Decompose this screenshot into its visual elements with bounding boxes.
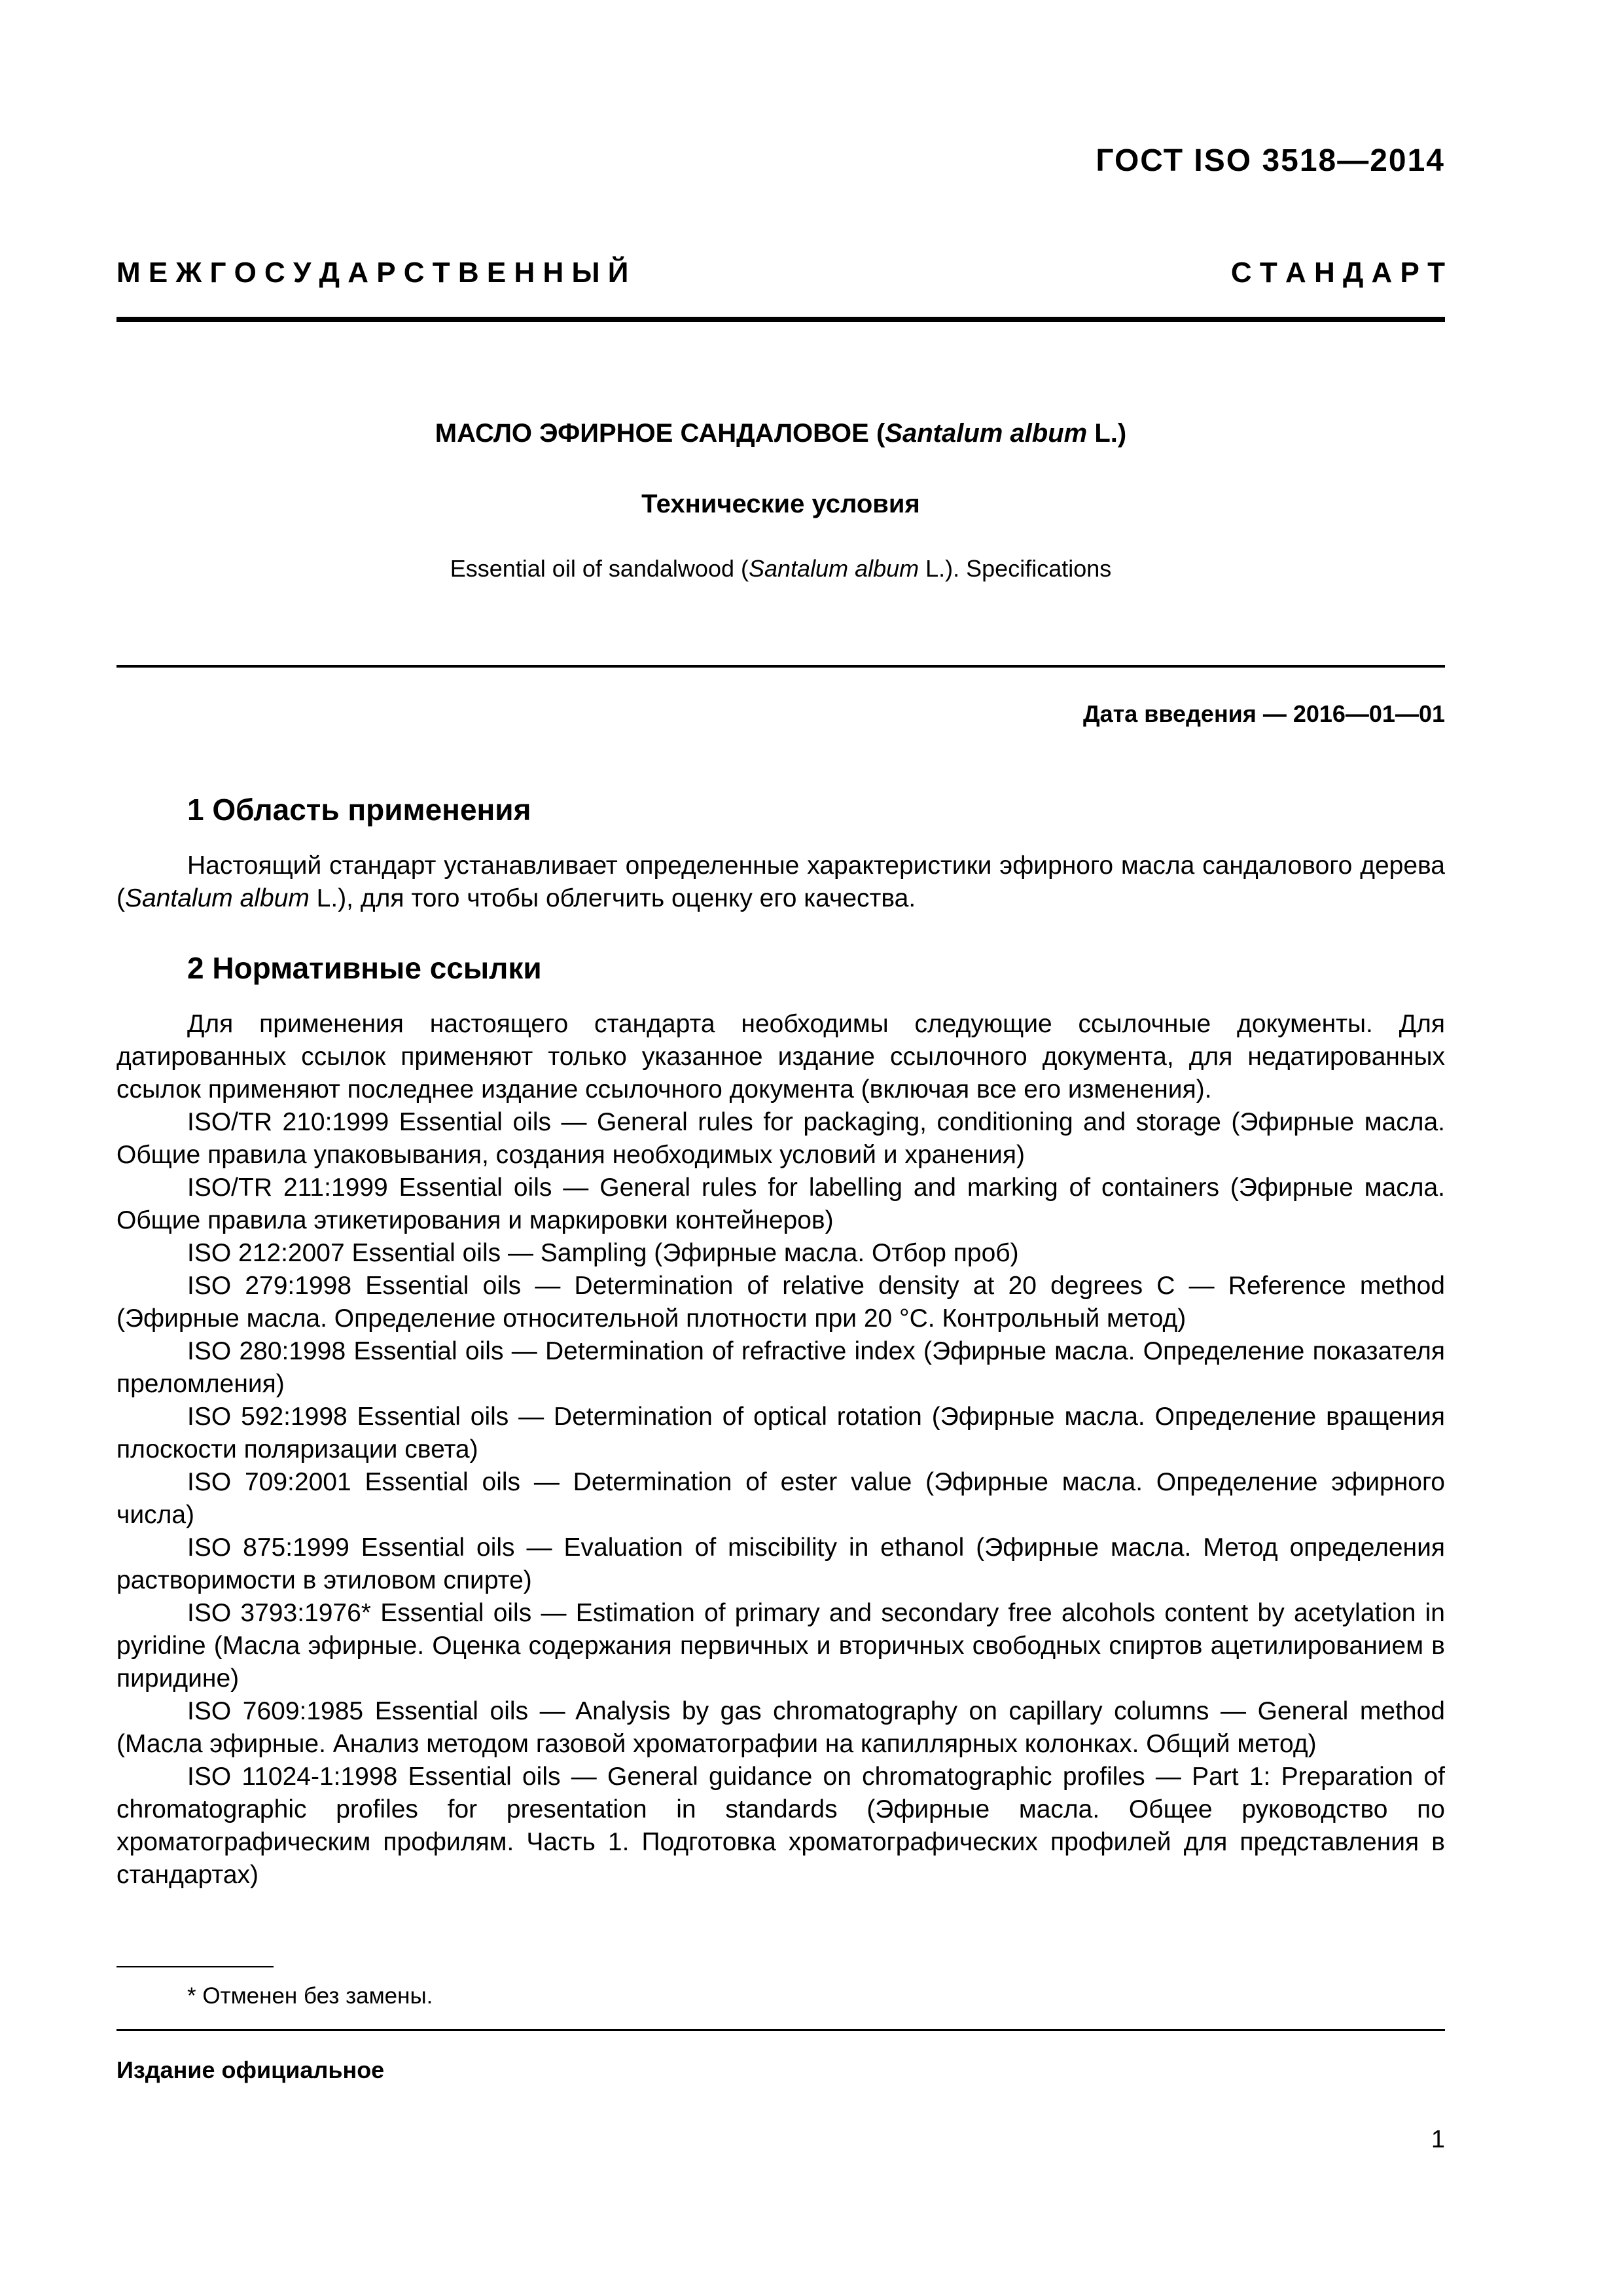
reference-item: ISO 3793:1976* Essential oils — Estimation of primary and secondary free alcohols content by acetylation in pyridine (Масла эфирные. Оценка содержания первичных и вторичных свободных спиртов ацетилированием в пиридине) [116,1599,1445,1693]
gost-number: ГОСТ ISO 3518—2014 [1096,143,1445,178]
section-1-latin: Santalum album [125,884,310,912]
section-2-body [116,1008,1445,1892]
reference-item: ISO 212:2007 Essential oils — Sampling (Эфирные масла. Отбор проб) [187,1239,1019,1267]
title-ru-latin: Santalum album [885,419,1088,448]
document-title [116,419,1445,448]
reference-item: ISO 279:1998 Essential oils — Determination of relative density at 20 degrees C — Reference method (Эфирные масла. Определение относительной плотности при 20 °C. Контрольный метод) [116,1272,1445,1333]
standard-type-header [116,257,1445,289]
title-ru-suffix: L.) [1087,419,1127,448]
standard-word: С Т А Н Д А Р Т [1230,257,1445,289]
introduction-date: Дата введения — 2016—01—01 [1082,700,1445,727]
section-2-heading: 2 Нормативные ссылки [187,951,542,985]
interstate-word: М Е Ж Г О С У Д А Р С Т В Е Н Н Ы Й [116,257,629,289]
footnote-rule [116,1966,274,1967]
section-1-heading: 1 Область применения [187,793,531,827]
footnote: * Отменен без замены. [187,1983,433,2009]
official-edition-label: Издание официальное [116,2056,385,2083]
section-1-text [116,850,1445,915]
reference-item: ISO/TR 211:1999 Essential oils — General rules for labelling and marking of containers (Эфирные масла. Общие правила этикетирования и маркировки контейнеров) [116,1174,1445,1234]
reference-item: ISO/TR 210:1999 Essential oils — General rules for packaging, conditioning and storage (Эфирные масла. Общие правила упаковывания, создания необходимых условий и хранения) [116,1108,1445,1169]
title-ru-prefix: МАСЛО ЭФИРНОЕ САНДАЛОВОЕ ( [435,419,885,448]
page-number: 1 [1431,2126,1445,2153]
section-1-text-a: Настоящий стандарт устанавливает определенные характеристики эфирного масла сандалового дерева ( [116,852,1445,912]
header-rule [116,317,1445,322]
title-en-prefix: Essential oil of sandalwood ( [450,555,749,582]
section-2-intro: Для применения настоящего стандарта необходимы следующие ссылочные документы. Для датированных ссылок применяют только указанное издание ссылочного документа, для недатированных ссылок применяют последнее издание ссылочного документа (включая все его изменения). [116,1010,1445,1103]
reference-item: ISO 11024-1:1998 Essential oils — General guidance on chromatographic profiles — Part 1: Preparation of chromatographic profiles for presentation in standards (Эфирные масла. Общее руководство по хроматографическим профилям. Часть 1. Подготовка хроматографических профилей для представления в стандартах) [116,1763,1445,1889]
reference-item: ISO 280:1998 Essential oils — Determination of refractive index (Эфирные масла. Определение показателя преломления) [116,1337,1445,1398]
title-rule [116,665,1445,668]
footer-rule [116,2029,1445,2031]
title-en-suffix: L.). Specifications [919,555,1112,582]
reference-item: ISO 709:2001 Essential oils — Determination of ester value (Эфирные масла. Определение эфирного числа) [116,1468,1445,1529]
reference-item: ISO 7609:1985 Essential oils — Analysis by gas chromatography on capillary columns — General method (Масла эфирные. Анализ методом газовой хроматографии на капиллярных колонках. Общий метод) [116,1697,1445,1758]
document-subtitle: Технические условия [641,490,920,518]
reference-item: ISO 875:1999 Essential oils — Evaluation of miscibility in ethanol (Эфирные масла. Метод определения растворимости в этиловом спирте) [116,1534,1445,1594]
document-title-english [116,555,1445,583]
reference-item: ISO 592:1998 Essential oils — Determination of optical rotation (Эфирные масла. Определение вращения плоскости поляризации света) [116,1403,1445,1463]
section-1-text-b: L.), для того чтобы облегчить оценку его качества. [309,884,916,912]
title-en-latin: Santalum album [748,555,919,582]
